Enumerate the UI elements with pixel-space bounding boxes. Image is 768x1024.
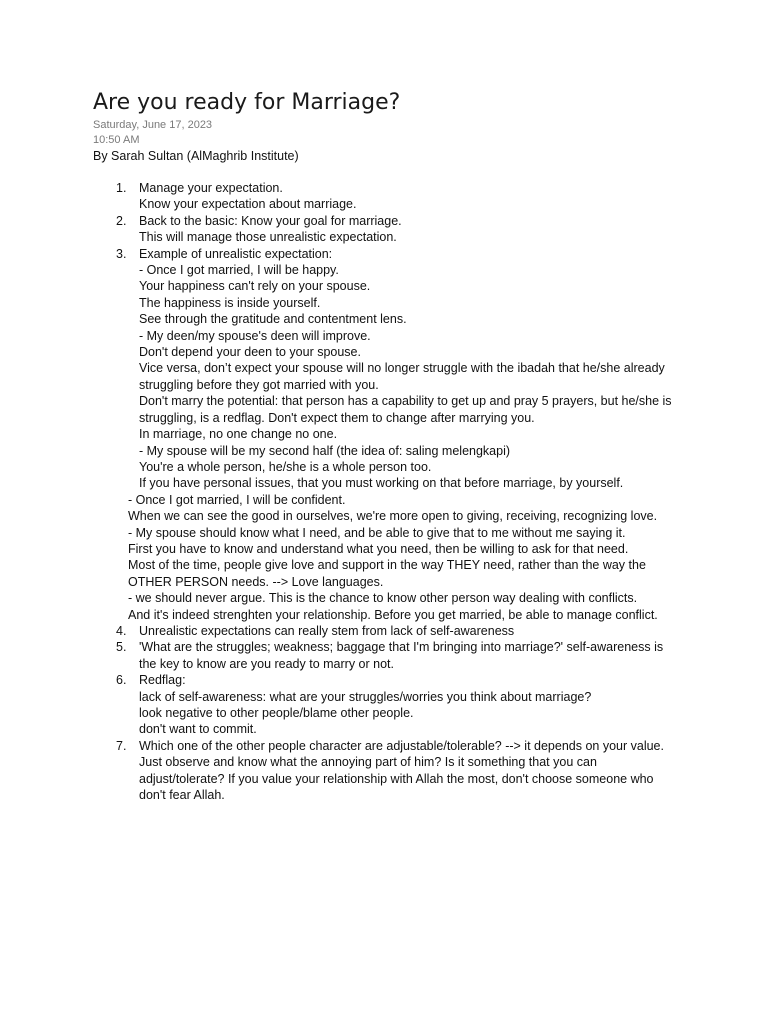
list-text: Know your expectation about marriage. — [139, 197, 357, 212]
list-item — [93, 672, 753, 738]
list-text: Vice versa, don’t expect your spouse will no longer struggle with the ibadah that he/she already struggling before they got married with you. — [139, 361, 665, 392]
list-text: You're a whole person, he/she is a whole person too. — [139, 459, 432, 474]
list-text: In marriage, no one change no one. — [139, 427, 338, 442]
list-text: - My spouse will be my second half (the idea of: saling melengkapi) — [139, 443, 511, 458]
list-text: - Once I got married, I will be confident. — [128, 492, 346, 507]
list-text: First you have to know and understand what you need, then be willing to ask for that need. — [128, 541, 629, 556]
list-number: 7. — [116, 738, 127, 753]
list-text: See through the gratitude and contentment lens. — [139, 312, 407, 327]
list-text: - My deen/my spouse's deen will improve. — [139, 328, 371, 343]
list-text: look negative to other people/blame other people. — [139, 706, 414, 720]
list-text: Most of the time, people give love and support in the way THEY need, rather than the way the OTHER PERSON needs. --> Love languages. — [128, 558, 646, 589]
list-item — [93, 213, 753, 246]
list-text: don't want to commit. — [139, 722, 257, 737]
list-text: This will manage those unrealistic expectation. — [139, 230, 397, 245]
list-text: Example of unrealistic expectation: — [139, 246, 333, 261]
list-text: - Once I got married, I will be happy. — [139, 263, 339, 278]
list-text: Manage your expectation. — [139, 181, 283, 195]
list-item — [93, 180, 753, 213]
list-text: The happiness is inside yourself. — [139, 295, 321, 310]
list-text: Back to the basic: Know your goal for marriage. — [139, 213, 402, 228]
page-title: Are you ready for Marriage? — [93, 90, 401, 115]
list-number: 5. — [116, 640, 127, 655]
list-number: 1. — [116, 181, 127, 195]
list-text: When we can see the good in ourselves, we're more open to giving, receiving, recognizing love. — [128, 509, 658, 524]
list-number: 6. — [116, 673, 127, 688]
byline: By Sarah Sultan (AlMaghrib Institute) — [93, 149, 299, 163]
list-item — [93, 738, 753, 804]
list-text: - My spouse should know what I need, and be able to give that to me without me saying it. — [128, 525, 626, 540]
note-date: Saturday, June 17, 2023 — [93, 119, 213, 131]
list-text: And it's indeed strenghten your relationship. Before you get married, be able to manage conflict. — [128, 607, 658, 622]
list-text: Which one of the other people character are adjustable/tolerable? --> it depends on your value. Just observe and know what the annoying part of him? Is it something that you can adjust/tolerate? If you value your relationship with Allah the most, don't choose someone who don't fear Allah. — [139, 738, 664, 803]
note-page — [93, 88, 753, 803]
list-text: Don't marry the potential: that person has a capability to get up and pray 5 prayers, but he/she is struggling, is a redflag. Don't expect them to change after marrying you. — [139, 394, 672, 425]
list-text: Your happiness can't rely on your spouse. — [139, 279, 371, 294]
list-text: lack of self-awareness: what are your struggles/worries you think about marriage? — [139, 689, 592, 704]
note-body — [93, 180, 753, 803]
list-text: Unrealistic expectations can really stem from lack of self-awareness — [139, 623, 515, 638]
numbered-list — [93, 180, 753, 803]
list-text: If you have personal issues, that you must working on that before marriage, by yourself. — [139, 476, 624, 491]
list-text: 'What are the struggles; weakness; baggage that I'm bringing into marriage?' self-awareness is the key to know are you ready to marry or not. — [139, 640, 664, 671]
note-time: 10:50 AM — [93, 134, 140, 146]
list-text: - we should never argue. This is the chance to know other person way dealing with conflicts. — [128, 591, 638, 606]
list-item — [93, 639, 753, 672]
list-number: 4. — [116, 623, 127, 638]
list-text: Redflag: — [139, 673, 186, 688]
list-item — [93, 623, 753, 639]
list-text: Don't depend your deen to your spouse. — [139, 345, 361, 360]
list-number: 2. — [116, 213, 127, 228]
list-item — [93, 246, 753, 623]
list-number: 3. — [116, 246, 127, 261]
